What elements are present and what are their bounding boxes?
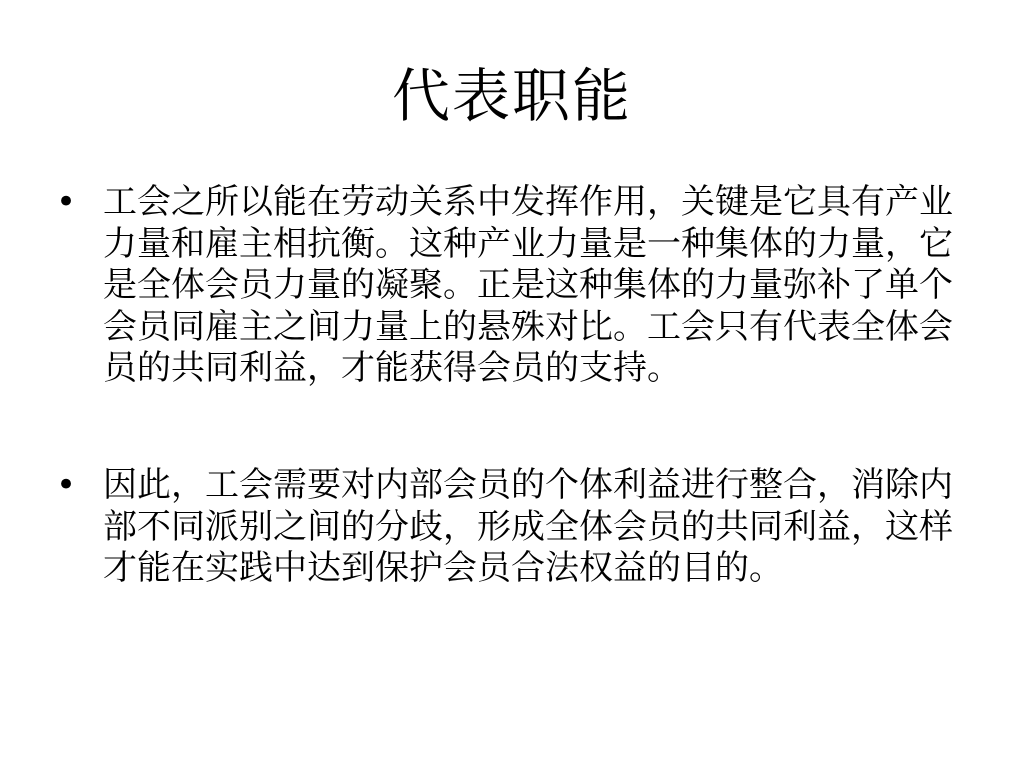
bullet-item [56,465,956,590]
slide-title: 代表职能 [391,62,632,130]
bullet-text: 因此，工会需要对内部会员的个体利益进行整合，消除内部不同派别之间的分歧，形成全体会员的共同利益，这样才能在实践中达到保护会员合法权益的目的。 [103,464,953,589]
bullet-text: 工会之所以能在劳动关系中发挥作用，关键是它具有产业力量和雇主相抗衡。这种产业力量是一种集体的力量，它是全体会员力量的凝聚。正是这种集体的力量弥补了单个会员同雇主之间力量上的悬殊对比。工会只有代表全体会员的共同利益，才能获得会员的支持。 [103,182,953,389]
bullet-list [56,182,956,590]
bullet-dot-icon: • [56,182,77,222]
bullet-dot-icon: • [56,464,77,505]
bullet-item [56,182,956,390]
